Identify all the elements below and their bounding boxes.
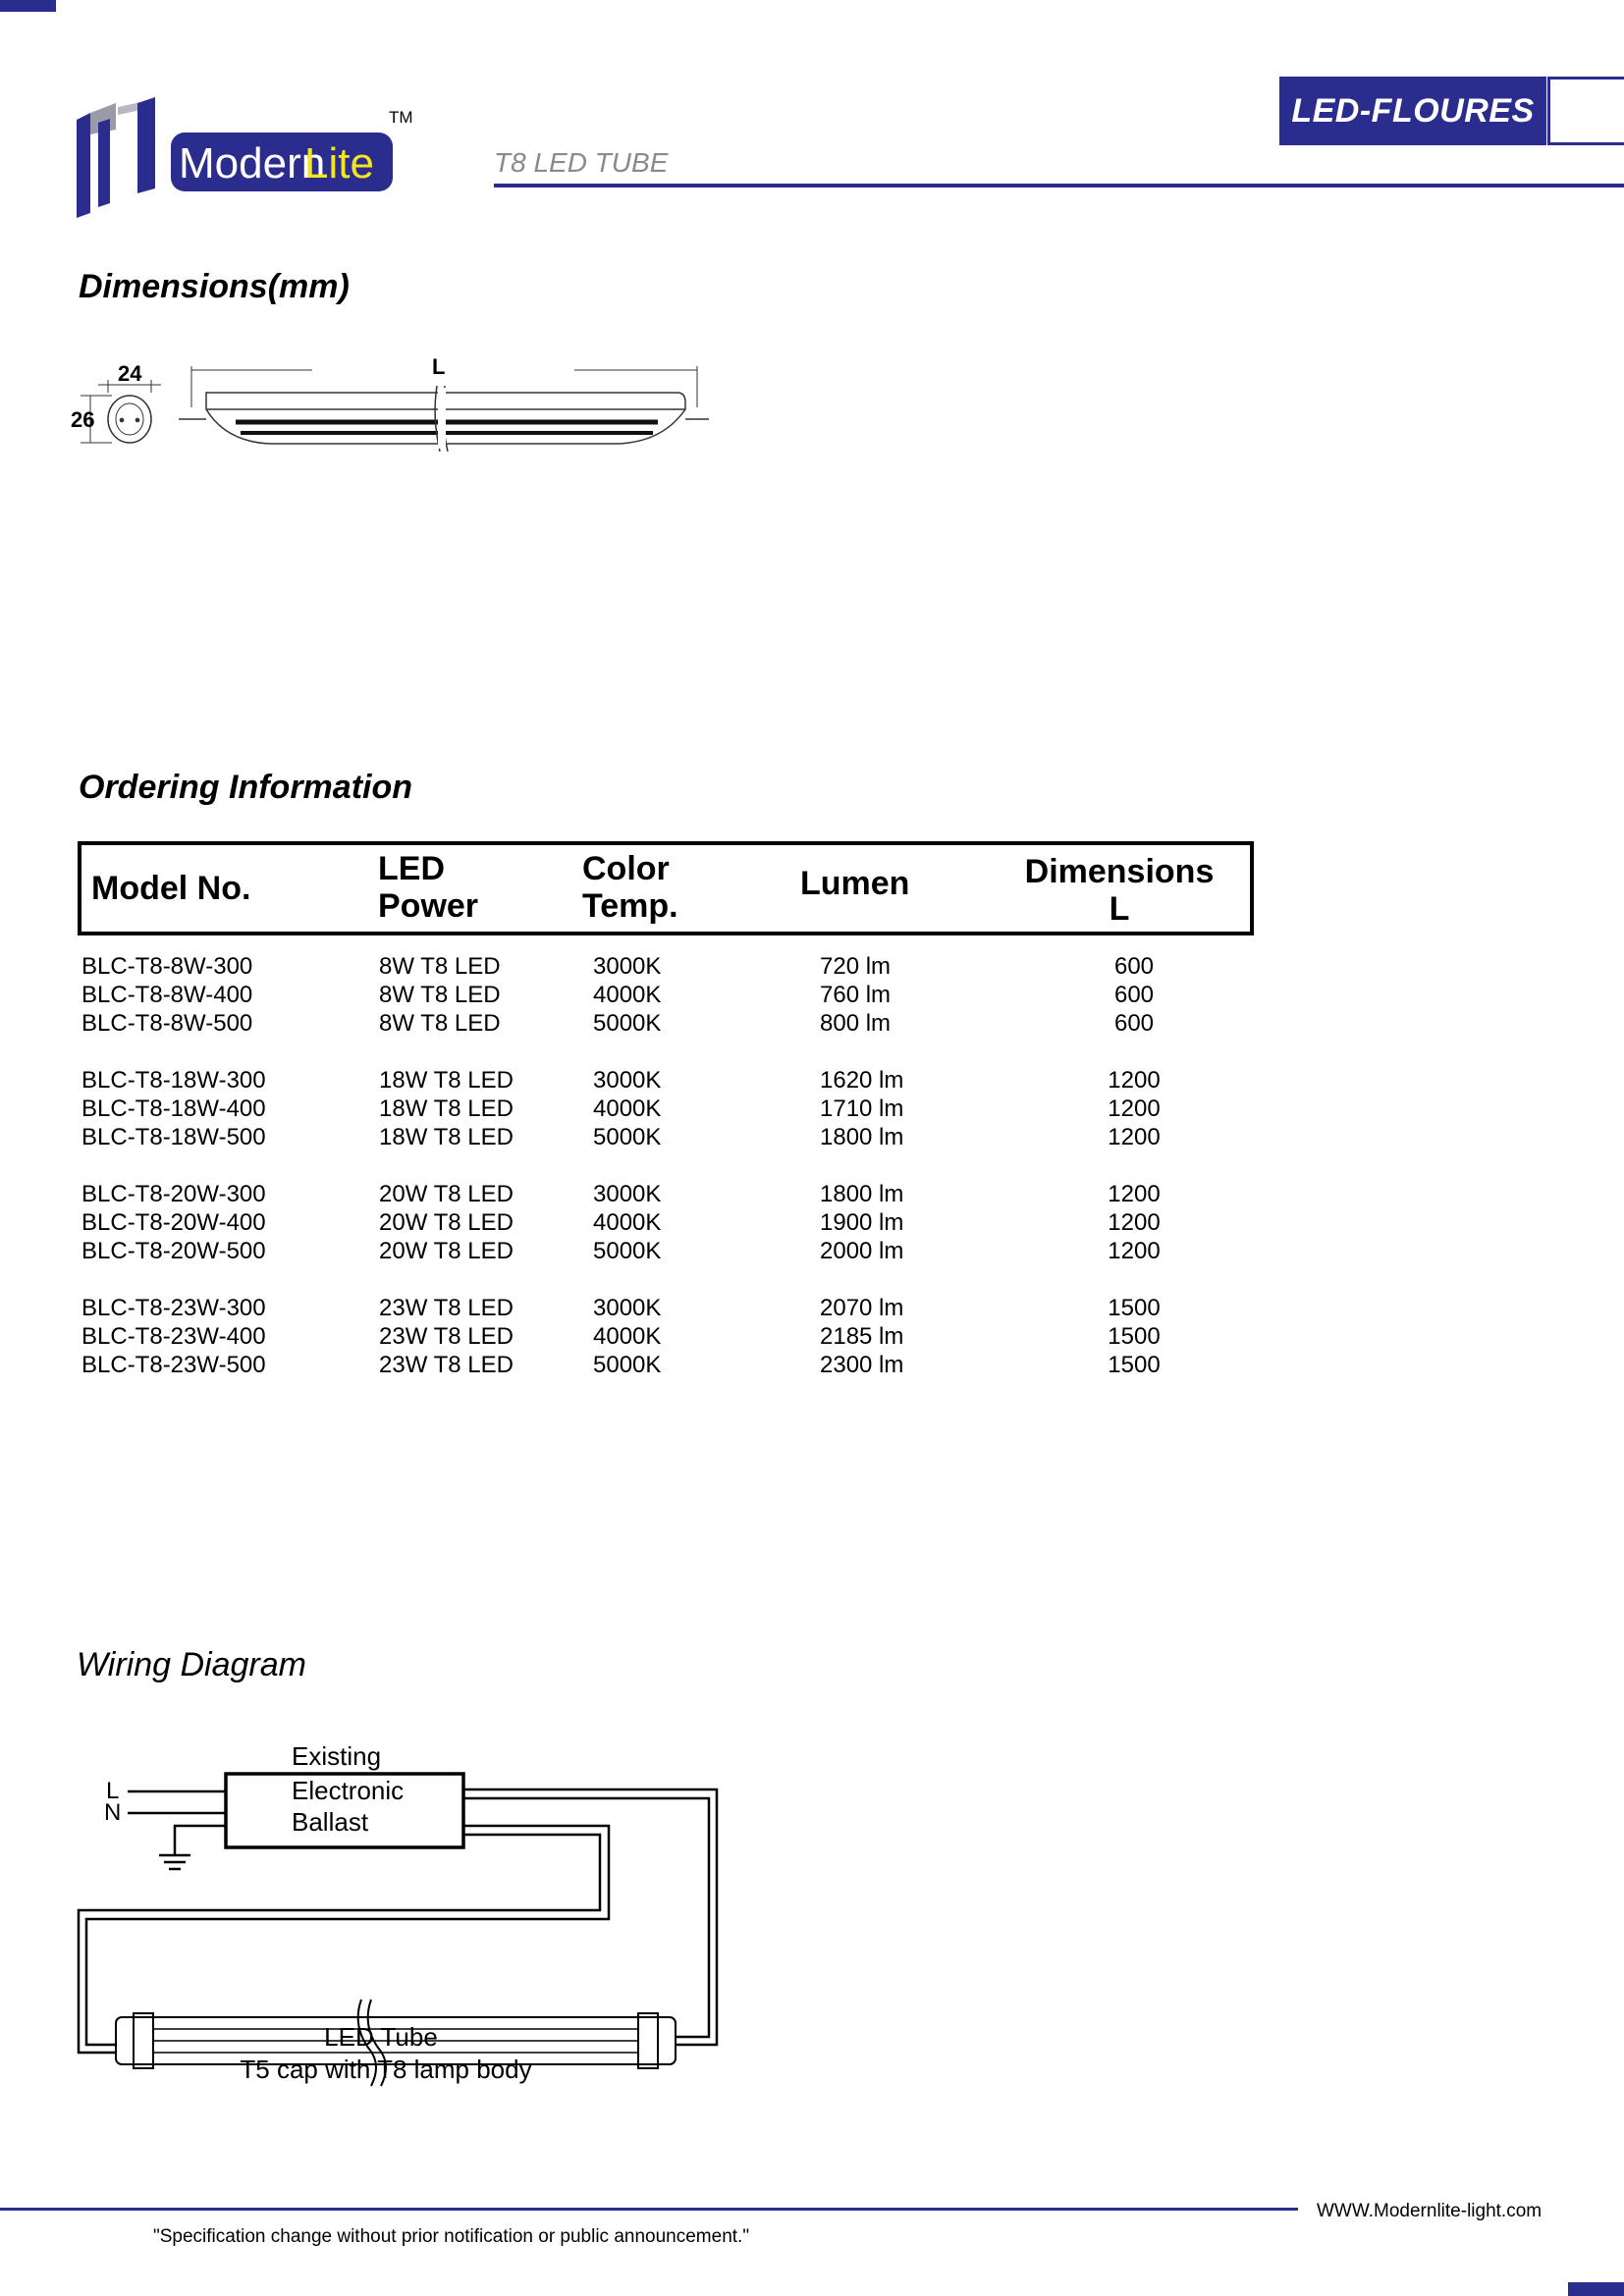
dimensions-heading: Dimensions(mm) (79, 268, 350, 305)
cell-power: 20W T8 LED (379, 1181, 514, 1207)
dimension-length-label: L (432, 354, 446, 379)
cell-power: 18W T8 LED (379, 1067, 514, 1094)
cell-power: 23W T8 LED (379, 1323, 514, 1350)
ballast-label-line2: Electronic (292, 1776, 405, 1805)
category-badge: LED-FLOURES (1279, 77, 1546, 145)
cell-power: 23W T8 LED (379, 1352, 514, 1378)
cell-power: 18W T8 LED (379, 1095, 514, 1122)
cell-model: BLC-T8-20W-500 (81, 1238, 266, 1264)
badge-frame (1547, 142, 1624, 145)
cell-length: 1200 (1108, 1209, 1161, 1236)
cell-lumen: 2000 lm (820, 1238, 904, 1264)
table-row (81, 952, 1240, 981)
corner-mark-bottom-right (1568, 2282, 1624, 2296)
ballast-label-line3: Ballast (292, 1807, 369, 1837)
cell-power: 8W T8 LED (379, 1010, 501, 1037)
column-header-power (378, 850, 478, 925)
cell-lumen: 720 lm (820, 953, 892, 980)
cell-color-temp: 5000K (593, 1010, 662, 1037)
cell-lumen: 2070 lm (820, 1295, 904, 1321)
product-group (81, 1180, 1240, 1265)
ballast-label-line1: Existing (292, 1741, 382, 1771)
cell-color-temp: 4000K (593, 1323, 662, 1350)
cell-length: 600 (1113, 953, 1155, 980)
column-header-power-line1: LED (378, 850, 445, 887)
footer-disclaimer: "Specification change without prior notification or public announcement." (153, 2226, 750, 2247)
cell-color-temp: 4000K (593, 982, 662, 1008)
cell-color-temp: 3000K (593, 1181, 662, 1207)
product-group (81, 1294, 1240, 1379)
column-header-lumen: Lumen (800, 865, 910, 902)
table-row (81, 1180, 1240, 1208)
cell-power: 23W T8 LED (379, 1295, 514, 1321)
tube-label-line1: LED Tube (324, 2022, 438, 2052)
badge-frame (1547, 77, 1550, 145)
column-header-model: Model No. (91, 870, 251, 907)
table-row (81, 1009, 1240, 1038)
cell-power: 8W T8 LED (379, 982, 501, 1008)
table-row (81, 1294, 1240, 1322)
cell-length: 1200 (1108, 1124, 1161, 1150)
wiring-neutral-label: N (104, 1799, 122, 1826)
cell-lumen: 2300 lm (820, 1352, 904, 1378)
cell-lumen: 1710 lm (820, 1095, 904, 1122)
cell-color-temp: 3000K (593, 1067, 662, 1094)
cell-length: 1200 (1108, 1067, 1161, 1094)
table-row (81, 1351, 1240, 1379)
cell-power: 20W T8 LED (379, 1209, 514, 1236)
dimension-width-label: 24 (118, 361, 142, 386)
cell-model: BLC-T8-20W-400 (81, 1209, 266, 1236)
wiring-line-label: L (106, 1778, 120, 1804)
table-row (81, 1208, 1240, 1237)
cell-length: 1200 (1108, 1181, 1161, 1207)
table-row (81, 1237, 1240, 1265)
footer-website: WWW.Modernlite-light.com (1317, 2201, 1543, 2221)
tube-label-line2: T5 cap with T8 lamp body (240, 2055, 532, 2084)
header-rule (494, 184, 1624, 187)
trademark-symbol: TM (389, 108, 413, 127)
cell-model: BLC-T8-8W-400 (81, 982, 253, 1008)
cell-color-temp: 4000K (593, 1095, 662, 1122)
footer-rule (0, 2208, 1298, 2211)
cell-color-temp: 3000K (593, 1295, 662, 1321)
corner-mark-top-left (0, 0, 56, 12)
product-group (81, 952, 1240, 1038)
cell-power: 8W T8 LED (379, 953, 501, 980)
dimension-height-label: 26 (71, 407, 95, 432)
cell-power: 20W T8 LED (379, 1238, 514, 1264)
cell-length: 1200 (1108, 1238, 1161, 1264)
product-title: T8 LED TUBE (494, 147, 669, 178)
column-header-dimensions (1021, 853, 1218, 928)
cell-model: BLC-T8-18W-300 (81, 1067, 266, 1094)
cell-lumen: 2185 lm (820, 1323, 904, 1350)
column-header-dimensions-line2: L (1109, 890, 1130, 928)
cell-lumen: 1800 lm (820, 1124, 904, 1150)
cell-length: 600 (1113, 1010, 1155, 1037)
tube-dimension-drawing (69, 348, 717, 456)
column-header-color (582, 850, 678, 925)
column-header-color-line2: Temp. (582, 887, 678, 925)
cell-length: 1500 (1108, 1323, 1161, 1350)
logo-text-lite: Lite (304, 139, 374, 187)
table-row (81, 1095, 1240, 1123)
cell-color-temp: 5000K (593, 1124, 662, 1150)
cell-length: 1200 (1108, 1095, 1161, 1122)
cell-length: 1500 (1108, 1295, 1161, 1321)
table-row (81, 981, 1240, 1009)
ordering-table-body (81, 952, 1240, 1408)
column-header-power-line2: Power (378, 887, 479, 925)
cell-lumen: 1800 lm (820, 1181, 904, 1207)
cell-length: 600 (1113, 982, 1155, 1008)
column-header-color-line1: Color (582, 850, 670, 887)
cell-model: BLC-T8-23W-400 (81, 1323, 266, 1350)
logo-text-modern: Modern (179, 139, 326, 187)
table-row (81, 1322, 1240, 1351)
cell-model: BLC-T8-8W-500 (81, 1010, 253, 1037)
cell-model: BLC-T8-8W-300 (81, 953, 253, 980)
table-row (81, 1066, 1240, 1095)
cell-model: BLC-T8-18W-400 (81, 1095, 266, 1122)
ordering-heading: Ordering Information (79, 769, 412, 806)
cell-lumen: 1620 lm (820, 1067, 904, 1094)
column-header-dimensions-line1: Dimensions (1024, 853, 1215, 890)
wiring-heading: Wiring Diagram (77, 1646, 306, 1683)
cell-model: BLC-T8-23W-300 (81, 1295, 266, 1321)
cell-color-temp: 5000K (593, 1352, 662, 1378)
cell-color-temp: 4000K (593, 1209, 662, 1236)
cell-model: BLC-T8-20W-300 (81, 1181, 266, 1207)
product-group (81, 1066, 1240, 1151)
cell-length: 1500 (1108, 1352, 1161, 1378)
cell-model: BLC-T8-23W-500 (81, 1352, 266, 1378)
cell-lumen: 760 lm (820, 982, 892, 1008)
cell-lumen: 800 lm (820, 1010, 892, 1037)
modernlite-logo (77, 95, 420, 218)
cell-color-temp: 5000K (593, 1238, 662, 1264)
table-row (81, 1123, 1240, 1151)
badge-frame (1547, 77, 1624, 80)
cell-power: 18W T8 LED (379, 1124, 514, 1150)
cell-model: BLC-T8-18W-500 (81, 1124, 266, 1150)
wiring-diagram (77, 1733, 744, 2106)
cell-lumen: 1900 lm (820, 1209, 904, 1236)
cell-color-temp: 3000K (593, 953, 662, 980)
